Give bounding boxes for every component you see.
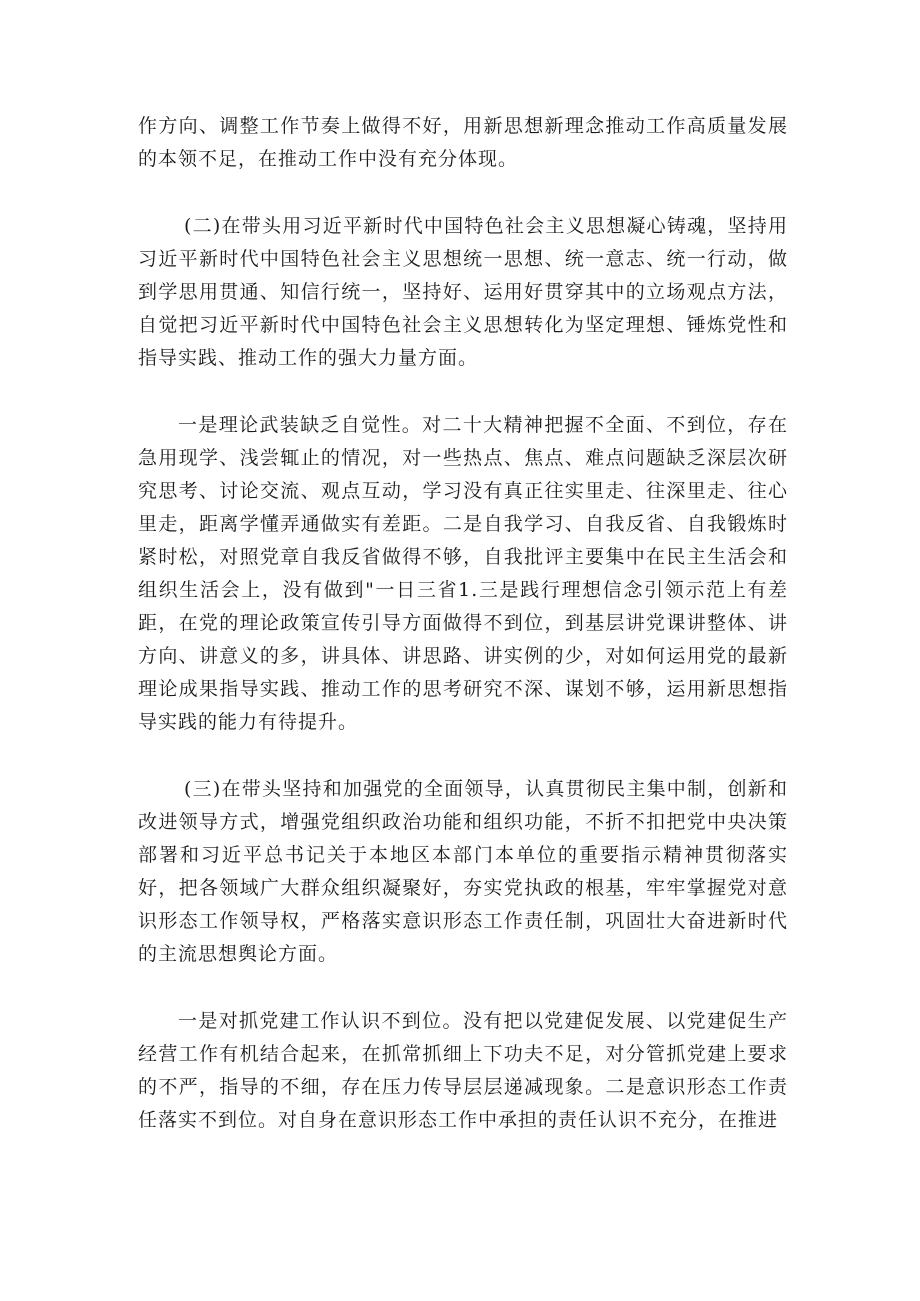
paragraph-section-two-body: 一是理论武装缺乏自觉性。对二十大精神把握不全面、不到位，存在急用现学、浅尝辄止的情况，对一些热点、焦点、难点问题缺乏深层次研究思考、讨论交流、观点互动，学习没有真正往实里走、往深里走、往心里走，距离学懂弄通做实有差距。二是自我学习、自我反省、自我锻炼时紧时松，对照党章自我反省做得不够，自我批评主要集中在民主生活会和组织生活会上，没有做到"一日三省1.三是践行理想信念引领示范上有差距，在党的理论政策宣传引导方面做得不到位，到基层讲党课讲整体、讲方向、讲意义的多，讲具体、讲思路、讲实例的少，对如何运用党的最新理论成果指导实践、推动工作的思考研究不深、谋划不够，运用新思想指导实践的能力有待提升。: [138, 414, 788, 733]
paragraph-section-two-heading: (二)在带头用习近平新时代中国特色社会主义思想凝心铸魂，坚持用习近平新时代中国特色社会主义思想统一思想、统一意志、统一行动，做到学思用贯通、知信行统一，坚持好、运用好贯穿其中的立场观点方法，自觉把习近平新时代中国特色社会主义思想转化为坚定理想、锤炼党性和指导实践、推动工作的强大力量方面。: [138, 215, 788, 369]
paragraph-gap: [138, 971, 788, 1005]
document-body: [138, 110, 788, 1137]
paragraph-gap: [138, 375, 788, 409]
paragraph-gap: [138, 176, 788, 210]
paragraph-gap: [138, 739, 788, 773]
paragraph-continuation: 作方向、调整工作节奏上做得不好，用新思想新理念推动工作高质量发展的本领不足，在推动工作中没有充分体现。: [138, 115, 788, 170]
paragraph-section-three-body: 一是对抓党建工作认识不到位。没有把以党建促发展、以党建促生产经营工作有机结合起来，在抓常抓细上下功夫不足，对分管抓党建上要求的不严，指导的不细，存在压力传导层层递减现象。二是意识形态工作责任落实不到位。对自身在意识形态工作中承担的责任认识不充分，在推进: [138, 1010, 788, 1131]
paragraph-section-three-heading: (三)在带头坚持和加强党的全面领导，认真贯彻民主集中制，创新和改进领导方式，增强党组织政治功能和组织功能，不折不扣把党中央决策部署和习近平总书记关于本地区本部门本单位的重要指示精神贯彻落实好，把各领域广大群众组织凝聚好，夯实党执政的根基，牢牢掌握党对意识形态工作领导权，严格落实意识形态工作责任制，巩固壮大奋进新时代的主流思想舆论方面。: [138, 778, 788, 965]
